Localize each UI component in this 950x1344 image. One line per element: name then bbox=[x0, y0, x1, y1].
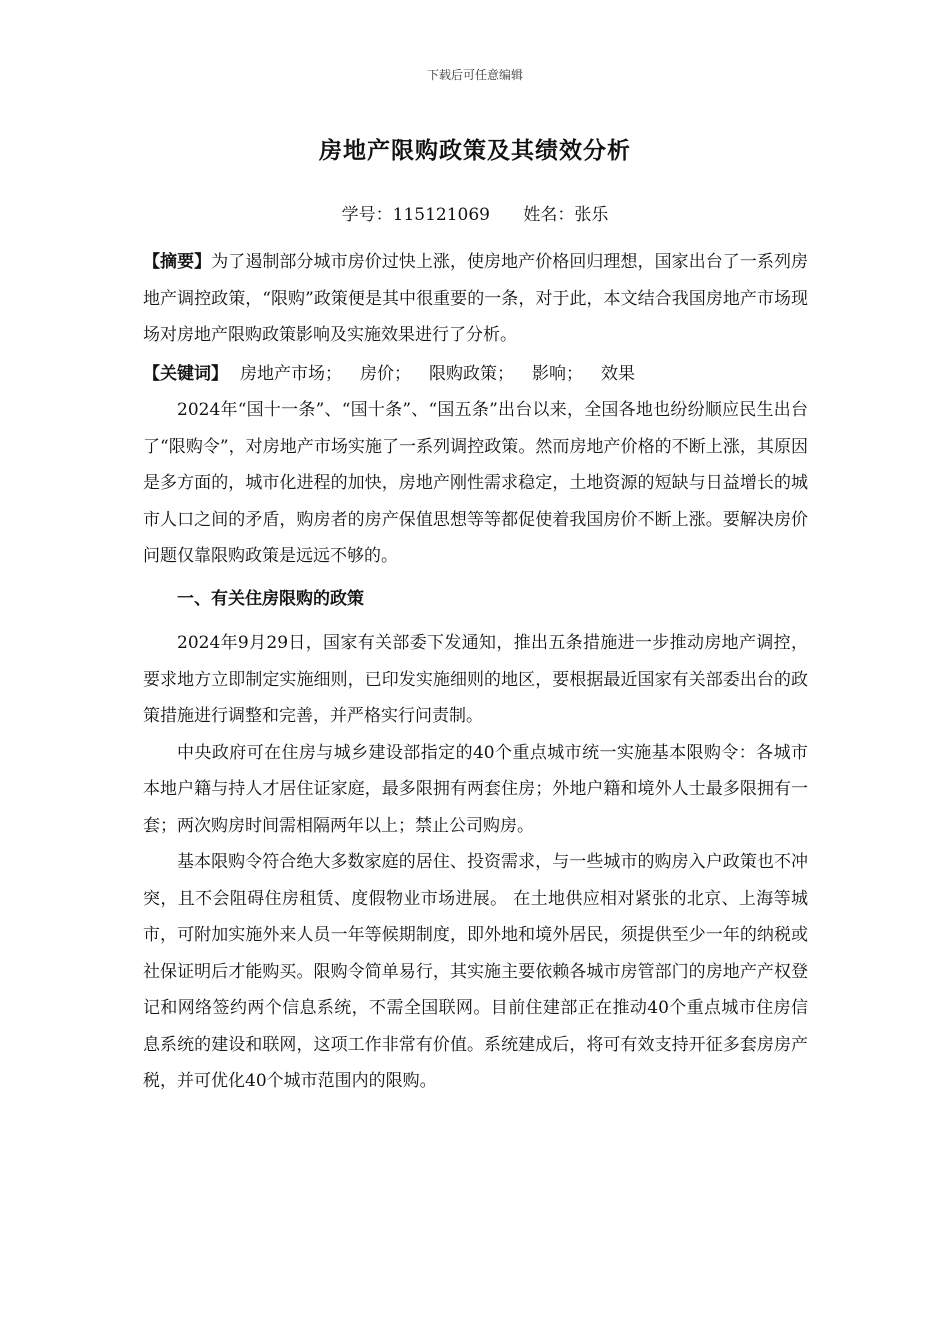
student-id: 学号：115121069 bbox=[341, 205, 490, 225]
keyword-item: 效果 bbox=[601, 363, 635, 384]
section-heading: 一、有关住房限购的政策 bbox=[177, 588, 364, 609]
document-title: 房地产限购政策及其绩效分析 bbox=[319, 137, 631, 164]
keyword-item: 影响； bbox=[532, 363, 583, 384]
abstract-paragraph bbox=[143, 244, 808, 354]
document-body bbox=[143, 244, 808, 1100]
body-paragraph: 基本限购令符合绝大多数家庭的居住、投资需求，与一些城市的购房入户政策也不冲突，且不会阻碍住房租赁、度假物业市场进展。 在土地供应相对紧张的北京、上海等城市，可附加实施外来人员一年等候期制度，即外地和境外居民，须提供至少一年的纳税或社保证明后才能购买。限购令简单易行，其实施主要依赖各城市房管部门的房地产产权登记和网络签约两个信息系统，不需全国联网。目前住建部正在推动40个重点城市住房信息系统的建设和联网，这项工作非常有价值。系统建成后，将可有效支持开征多套房房产税，并可优化40个城市范围内的限购。 bbox=[143, 852, 808, 1091]
page-header-note: 下载后可任意编辑 bbox=[426, 68, 523, 82]
author-meta bbox=[0, 200, 950, 225]
keyword-item: 房价； bbox=[360, 363, 411, 384]
keywords-label: 【关键词】 bbox=[143, 363, 228, 384]
body-paragraph: 中央政府可在住房与城乡建设部指定的40个重点城市统一实施基本限购令：各城市本地户籍与持人才居住证家庭，最多限拥有两套住房；外地户籍和境外人士最多限拥有一套；两次购房时间需相隔两年以上；禁止公司购房。 bbox=[143, 742, 808, 836]
keywords-line bbox=[143, 356, 808, 393]
keyword-item: 限购政策； bbox=[429, 363, 514, 384]
body-paragraph: 2024年9月29日，国家有关部委下发通知，推出五条措施进一步推动房地产调控，要求地方立即制定实施细则，已印发实施细则的地区，要根据最近国家有关部委出台的政策措施进行调整和完善，并严格实行问责制。 bbox=[143, 633, 808, 726]
abstract-label: 【摘要】 bbox=[143, 252, 212, 272]
student-name: 姓名：张乐 bbox=[523, 205, 609, 225]
keyword-item: 房地产市场； bbox=[240, 363, 342, 384]
intro-paragraph: 2024年“国十一条”、“国十条”、“国五条”出台以来，全国各地也纷纷顺应民生出台了“限购令”，对房地产市场实施了一系列调控政策。然而房地产价格的不断上涨，其原因是多方面的，城市化进程的加快，房地产刚性需求稳定，土地资源的短缺与日益增长的城市人口之间的矛盾，购房者的房产保值思想等等都促使着我国房价不断上涨。要解决房价问题仅靠限购政策是远远不够的。 bbox=[143, 400, 808, 566]
abstract-text: 为了遏制部分城市房价过快上涨，使房地产价格回归理想，国家出台了一系列房地产调控政策，“限购”政策便是其中很重要的一条，对于此，本文结合我国房地产市场现场对房地产限购政策影响及实施效果进行了分析。 bbox=[143, 252, 809, 345]
